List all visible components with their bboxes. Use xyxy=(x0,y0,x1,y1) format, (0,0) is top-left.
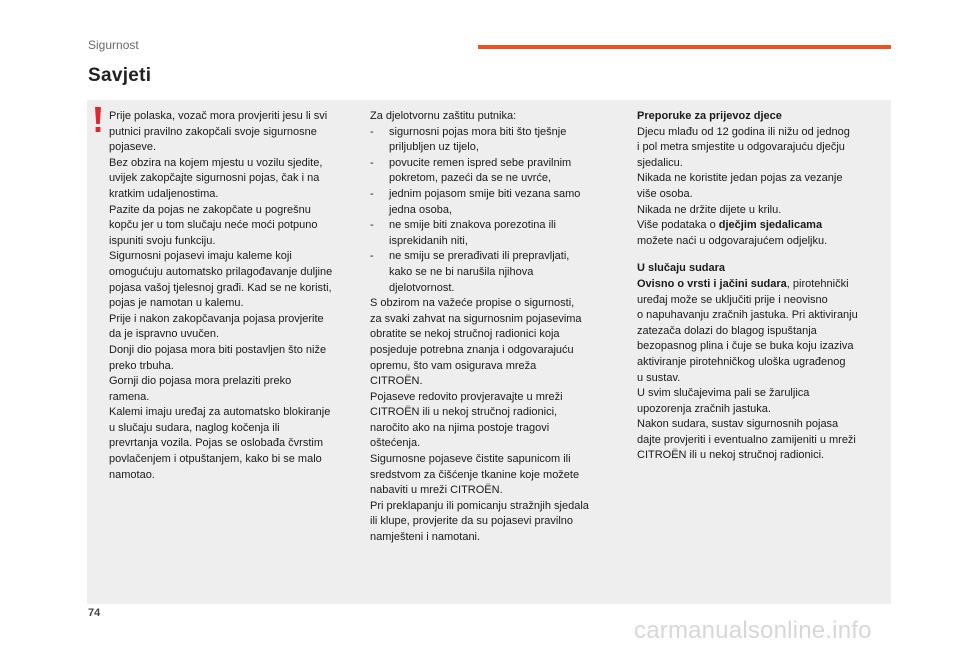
list-dash xyxy=(370,203,389,219)
list-item-text: ne smije biti znakova porezotina ili xyxy=(389,219,556,232)
text-line: i pol metra smjestite u odgovarajuću dječju xyxy=(637,141,845,154)
text-line: povlačenjem i otpuštanjem, kako bi se malo xyxy=(109,453,322,466)
text-line: Nikada ne držite dijete u krilu. xyxy=(637,203,782,216)
list-dash: - xyxy=(370,250,374,263)
children-seat-reference: Više podataka o dječjim sjedalicama xyxy=(637,219,823,232)
text-line: pojasa vašoj tjelesnoj građi. Kad se ne koristi, xyxy=(109,281,332,294)
text-line: uvijek zakopčajte sigurnosni pojas, čak i na xyxy=(109,172,320,185)
crash-first-line: Ovisno o vrsti i jačini sudara, pirotehnički xyxy=(637,277,849,290)
list-dash xyxy=(370,265,389,281)
list-item-text: ne smiju se prerađivati ili prepravljati, xyxy=(389,250,570,263)
text-line: sredstvom za čišćenje tkanine koje možete xyxy=(370,468,580,481)
text-line: prevrtanja vozila. Pojas se oslobađa čvrstim xyxy=(109,437,323,450)
text-line: za svaki zahvat na sigurnosnim pojasevima xyxy=(370,312,582,325)
crash-text xyxy=(637,293,882,465)
list-item-text: sigurnosni pojas mora biti što tješnje xyxy=(389,125,567,138)
protection-text xyxy=(370,296,618,546)
list-dash: - xyxy=(370,187,374,200)
text-line: Prije i nakon zakopčavanja pojasa provjerite xyxy=(109,312,324,325)
text-line: Pri preklapanju ili pomicanju stražnjih sjedala xyxy=(370,499,589,512)
text-line: Bez obzira na kojem mjestu u vozilu sjedite, xyxy=(109,156,323,169)
text-line: kopču jer u tom slučaju neće moći potpuno xyxy=(109,219,318,232)
text-line: Sigurnosni pojasevi imaju kaleme koji xyxy=(109,250,292,263)
text-line: Prije polaska, vozač mora provjeriti jesu li svi xyxy=(109,110,328,122)
text-line: uređaj može se uključiti prije i neovisno xyxy=(637,293,828,306)
text-line: CITROËN ili u nekoj stručnoj radionici. xyxy=(637,449,825,462)
protection-intro: Za djelotvornu zaštitu putnika: xyxy=(370,110,517,122)
list-item xyxy=(370,156,618,172)
header-accent-bar xyxy=(478,45,891,49)
children-seat-reference-2: možete naći u odgovarajućem odjeljku. xyxy=(637,234,828,247)
list-dash xyxy=(370,140,389,156)
protection-list xyxy=(370,125,618,297)
list-dash: - xyxy=(370,125,374,138)
list-dash: - xyxy=(370,156,374,169)
text-line: bezopasnog plina i čuje se buka koju izaziva xyxy=(637,340,854,353)
text-line: namotao. xyxy=(109,468,155,481)
text-line: omogućuju automatsko prilagođavanje duljine xyxy=(109,265,333,278)
text-line: pojas je namotan u kalemu. xyxy=(109,297,244,310)
list-item-text: priljubljen uz tijelo, xyxy=(389,141,479,154)
text-line: pojaseve. xyxy=(109,141,157,154)
text-line: Pojaseve redovito provjeravajte u mreži xyxy=(370,390,563,403)
list-dash xyxy=(370,281,389,297)
column-general-advice xyxy=(109,109,354,483)
text-line: obratite se nekoj stručnoj radionici koja xyxy=(370,328,560,341)
text-line: Pazite da pojas ne zakopčate u pogrešnu xyxy=(109,203,311,216)
child-seat-link-text: dječjim sjedalicama xyxy=(718,219,823,232)
list-item xyxy=(370,140,618,156)
text-line: o napuhavanju zračnih jastuka. Pri aktiviranju xyxy=(637,309,858,322)
list-item xyxy=(370,265,618,281)
list-item xyxy=(370,187,618,203)
text-line: nabaviti u mreži CITROËN. xyxy=(370,484,503,497)
text-line: posjeduje potrebna znanja i odgovarajuću xyxy=(370,343,574,356)
watermark: carmanualsonline.info xyxy=(634,617,872,644)
text-line: u slučaju sudara, naglog kočenja ili xyxy=(109,421,280,434)
text-line: putnici pravilno zakopčali svoje sigurnosne xyxy=(109,125,317,138)
text-line: CITROËN. xyxy=(370,375,423,388)
text-line: Nikada ne koristite jedan pojas za vezanje xyxy=(637,172,843,185)
text-line: opremu, što vam osigurava mreža xyxy=(370,359,537,372)
text-line: upozorenja zračnih jastuka. xyxy=(637,402,771,415)
list-item xyxy=(370,249,618,265)
text-line: kratkim udaljenostima. xyxy=(109,187,219,200)
text-line: namješteni i namotani. xyxy=(370,531,481,544)
list-dash: - xyxy=(370,219,374,232)
text-line: zatezača dolazi do blagog ispuštanja xyxy=(637,324,817,337)
list-dash xyxy=(370,234,389,250)
text-line: U svim slučajevima pali se žaruljica xyxy=(637,387,810,400)
text-line: sjedalicu. xyxy=(637,156,683,169)
text-line: oštećenja. xyxy=(370,437,421,450)
text-line: Kalemi imaju uređaj za automatsko blokiranje xyxy=(109,406,331,419)
children-heading: Preporuke za prijevoz djece xyxy=(637,110,782,122)
list-item xyxy=(370,281,618,297)
list-dash xyxy=(370,171,389,187)
list-item xyxy=(370,125,618,141)
list-item-text: jedna osoba, xyxy=(389,203,452,216)
text-line: ispuniti svoju funkciju. xyxy=(109,234,216,247)
list-item-text: povucite remen ispred sebe pravilnim xyxy=(389,156,572,169)
list-item xyxy=(370,218,618,234)
list-item-text: kako se ne bi narušila njihova xyxy=(389,265,534,278)
children-text xyxy=(637,125,882,219)
text-line: više osoba. xyxy=(637,187,693,200)
page-number: 74 xyxy=(88,607,101,619)
text-line: ramena. xyxy=(109,390,150,403)
list-item-text: jednim pojasom smije biti vezana samo xyxy=(389,187,581,200)
list-item xyxy=(370,171,618,187)
list-item xyxy=(370,234,618,250)
section-label: Sigurnost xyxy=(88,38,139,52)
text-line: Sigurnosne pojaseve čistite sapunicom ili xyxy=(370,453,571,466)
text-line: S obzirom na važeće propise o sigurnosti, xyxy=(370,297,575,310)
page-title: Savjeti xyxy=(88,65,152,86)
text-line: aktiviranje pirotehničkog uloška ugrađenog xyxy=(637,355,846,368)
list-item xyxy=(370,203,618,219)
text-line: da je ispravno uvučen. xyxy=(109,328,220,341)
text-line: Nakon sudara, sustav sigurnosnih pojasa xyxy=(637,418,839,431)
exclamation-icon xyxy=(93,107,103,133)
text-line: naročito ako na njima postoje tragovi xyxy=(370,421,550,434)
text-line: preko trbuha. xyxy=(109,359,174,372)
text-line: ili klupe, provjerite da su pojasevi pravilno xyxy=(370,515,573,528)
text-line: Djecu mlađu od 12 godina ili nižu od jednog xyxy=(637,125,850,138)
column-children-crash xyxy=(637,109,882,464)
text-line: dajte provjeriti i eventualno zamijeniti u mreži xyxy=(637,433,856,446)
crash-heading: U slučaju sudara xyxy=(637,262,726,275)
list-item-text: djelotvornost. xyxy=(389,281,455,294)
column-protection xyxy=(370,109,618,546)
text-line: CITROËN ili u nekoj stručnoj radionici, xyxy=(370,406,558,419)
text-line: u sustav. xyxy=(637,371,681,384)
text-line: Donji dio pojasa mora biti postavljen što niže xyxy=(109,343,327,356)
list-item-text: pokretom, pazeći da se ne uvrće, xyxy=(389,172,552,185)
list-item-text: isprekidanih niti, xyxy=(389,234,468,247)
text-line: Gornji dio pojasa mora prelaziti preko xyxy=(109,375,292,388)
